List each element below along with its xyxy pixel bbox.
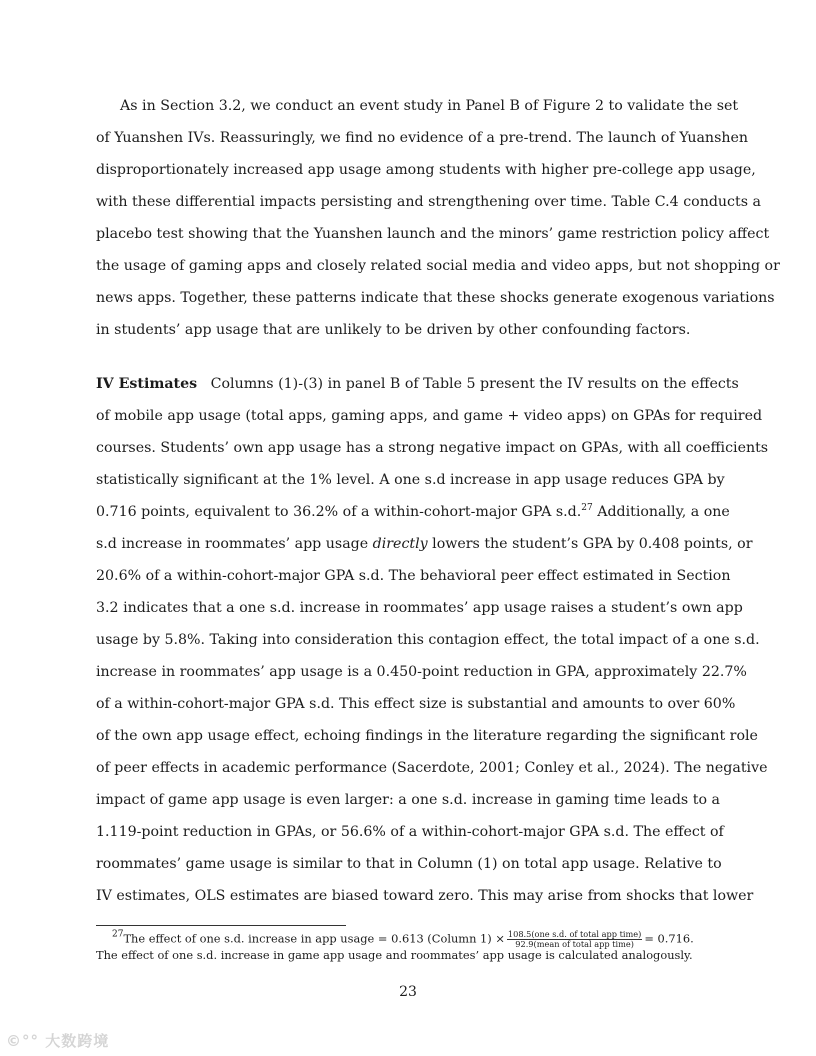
text-run: = 0.716. — [644, 931, 694, 946]
paragraph-event-study — [96, 90, 780, 346]
footnote-divider — [96, 925, 346, 926]
footnote-ref[interactable]: 27 — [581, 503, 593, 513]
text-line — [96, 528, 753, 560]
watermark-text: 大数跨境 — [45, 1032, 110, 1050]
footnote-line: The effect of one s.d. increase in game app usage and roommates’ app usage is calculated analogously. — [96, 948, 693, 962]
text-line: courses. Students’ own app usage has a strong negative impact on GPAs, with all coefficients — [96, 440, 769, 456]
watermark-logo — [6, 1030, 109, 1051]
text-line: in students’ app usage that are unlikely to be driven by other confounding factors. — [96, 322, 691, 338]
text-run: 0.716 points, equivalent to 36.2% of a within-cohort-major GPA s.d. — [96, 504, 582, 520]
text-line: usage by 5.8%. Taking into consideration this contagion effect, the total impact of a one s.d. — [96, 632, 760, 648]
text-line: of a within-cohort-major GPA s.d. This effect size is substantial and amounts to over 60% — [96, 696, 736, 712]
text-line: IV estimates, OLS estimates are biased toward zero. This may arise from shocks that lower — [96, 888, 754, 904]
text-run: Columns (1)-(3) in panel B of Table 5 present the IV results on the effects — [210, 376, 739, 392]
text-line: impact of game app usage is even larger: a one s.d. increase in gaming time leads to a — [96, 792, 720, 808]
fraction-numerator: 108.5(one s.d. of total app time) — [507, 929, 642, 939]
paragraph-iv-estimates — [96, 368, 769, 912]
text-line: statistically significant at the 1% level. A one s.d increase in app usage reduces GPA by — [96, 472, 725, 488]
footnote-line — [96, 930, 720, 947]
text-run: lowers the student’s GPA by 0.408 points, or — [427, 536, 753, 552]
text-line: of peer effects in academic performance (Sacerdote, 2001; Conley et al., 2024). The negative — [96, 760, 768, 776]
text-line — [96, 496, 730, 528]
text-line: disproportionately increased app usage among students with higher pre-college app usage, — [96, 162, 756, 178]
text-line: 3.2 indicates that a one s.d. increase in roommates’ app usage raises a student’s own app — [96, 600, 743, 616]
text-line: 20.6% of a within-cohort-major GPA s.d. The behavioral peer effect estimated in Section — [96, 568, 731, 584]
text-line: roommates’ game usage is similar to that in Column (1) on total app usage. Relative to — [96, 856, 722, 872]
text-run: The effect of one s.d. increase in app usage = 0.613 (Column 1) × — [123, 931, 505, 946]
emphasis: directly — [372, 536, 428, 552]
fraction-denominator: 92.9(mean of total app time) — [515, 939, 634, 949]
text-line: increase in roommates’ app usage is a 0.450-point reduction in GPA, approximately 22.7% — [96, 664, 747, 680]
text-line: of the own app usage effect, echoing findings in the literature regarding the significant role — [96, 728, 758, 744]
text-run: s.d increase in roommates’ app usage — [96, 536, 373, 552]
footnote-27 — [96, 930, 720, 964]
text-line: the usage of gaming apps and closely related social media and video apps, but not shopping or — [96, 258, 780, 274]
text-run: Additionally, a one — [592, 504, 730, 520]
text-line — [96, 368, 739, 400]
footnote-marker: 27 — [112, 929, 124, 940]
text-line: of mobile app usage (total apps, gaming apps, and game + video apps) on GPAs for required — [96, 408, 763, 424]
page-number: 23 — [399, 984, 417, 1000]
text-line: 1.119-point reduction in GPAs, or 56.6% of a within-cohort-major GPA s.d. The effect of — [96, 824, 724, 840]
text-line: placebo test showing that the Yuanshen launch and the minors’ game restriction policy affect — [96, 226, 770, 242]
watermark-icon: ©°° — [6, 1032, 39, 1050]
text-line: As in Section 3.2, we conduct an event study in Panel B of Figure 2 to validate the set — [120, 98, 739, 114]
text-line: of Yuanshen IVs. Reassuringly, we find no evidence of a pre-trend. The launch of Yuanshen — [96, 130, 749, 146]
section-heading: IV Estimates — [96, 376, 198, 392]
text-line: news apps. Together, these patterns indicate that these shocks generate exogenous variations — [96, 290, 775, 306]
text-line: with these differential impacts persisting and strengthening over time. Table C.4 conducts a — [96, 194, 761, 210]
